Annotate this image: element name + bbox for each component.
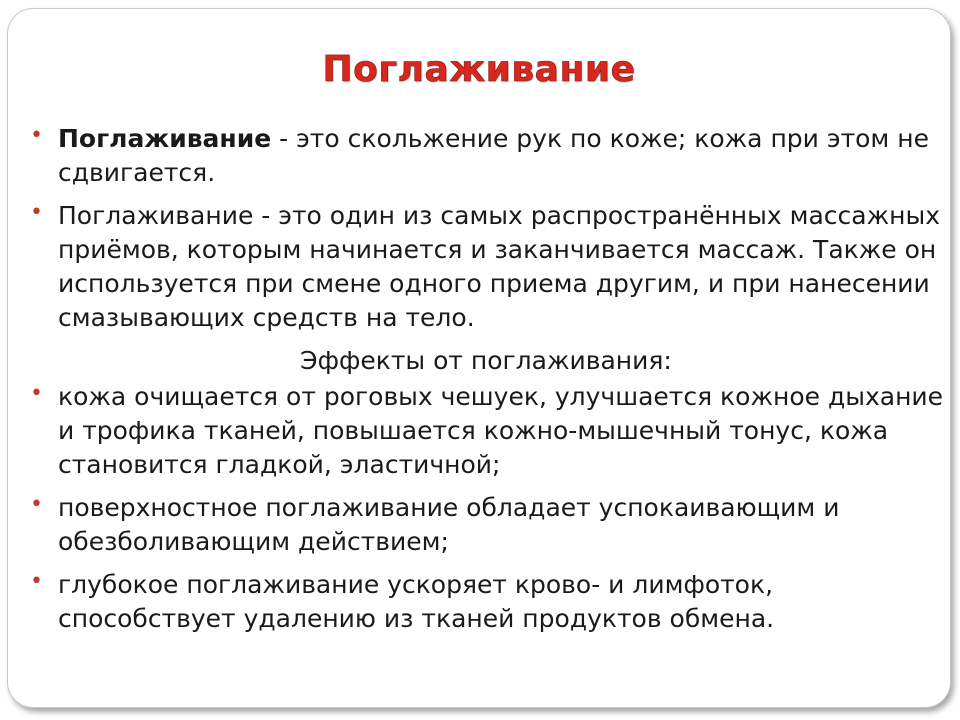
- bullet-icon: •: [30, 569, 43, 594]
- term-bold: Поглаживание: [58, 124, 272, 153]
- bullet-icon: •: [30, 200, 43, 225]
- effect-surface-text: поверхностное поглаживание обладает успокаивающим и обезболивающим действием;: [58, 493, 840, 556]
- bullet-icon: •: [30, 492, 43, 517]
- bullet-item-definition: [26, 122, 946, 190]
- slide-title: Поглаживание: [322, 49, 636, 90]
- effects-heading: Эффекты от поглаживания:: [300, 346, 672, 375]
- bullet-icon: •: [30, 381, 43, 406]
- effect-deep-text: глубокое поглаживание ускоряет крово- и лимфоток, способствует удалению из тканей продуктов обмена.: [58, 570, 775, 633]
- bullet-item-effect-skin: [26, 380, 946, 482]
- bullet-icon: •: [30, 123, 43, 148]
- bullet-item-effect-surface: [26, 491, 946, 559]
- bullet-item-effect-deep: [26, 568, 946, 636]
- definition-text: - это скольжение рук по коже; кожа при этом не сдвигается.: [58, 124, 929, 187]
- slide-card: [7, 8, 951, 708]
- slide-content: [26, 122, 946, 645]
- usage-text: Поглаживание - это один из самых распространённых массажных приёмов, которым начинается и заканчивается массаж. Также он используется при смене одного приема другим, и при нанесении смазывающих средств на тело.: [58, 201, 941, 332]
- effect-skin-text: кожа очищается от роговых чешуек, улучшается кожное дыхание и трофика тканей, повышается кожно-мышечный тонус, кожа становится гладкой, эластичной;: [58, 382, 944, 479]
- bullet-item-usage: [26, 199, 946, 335]
